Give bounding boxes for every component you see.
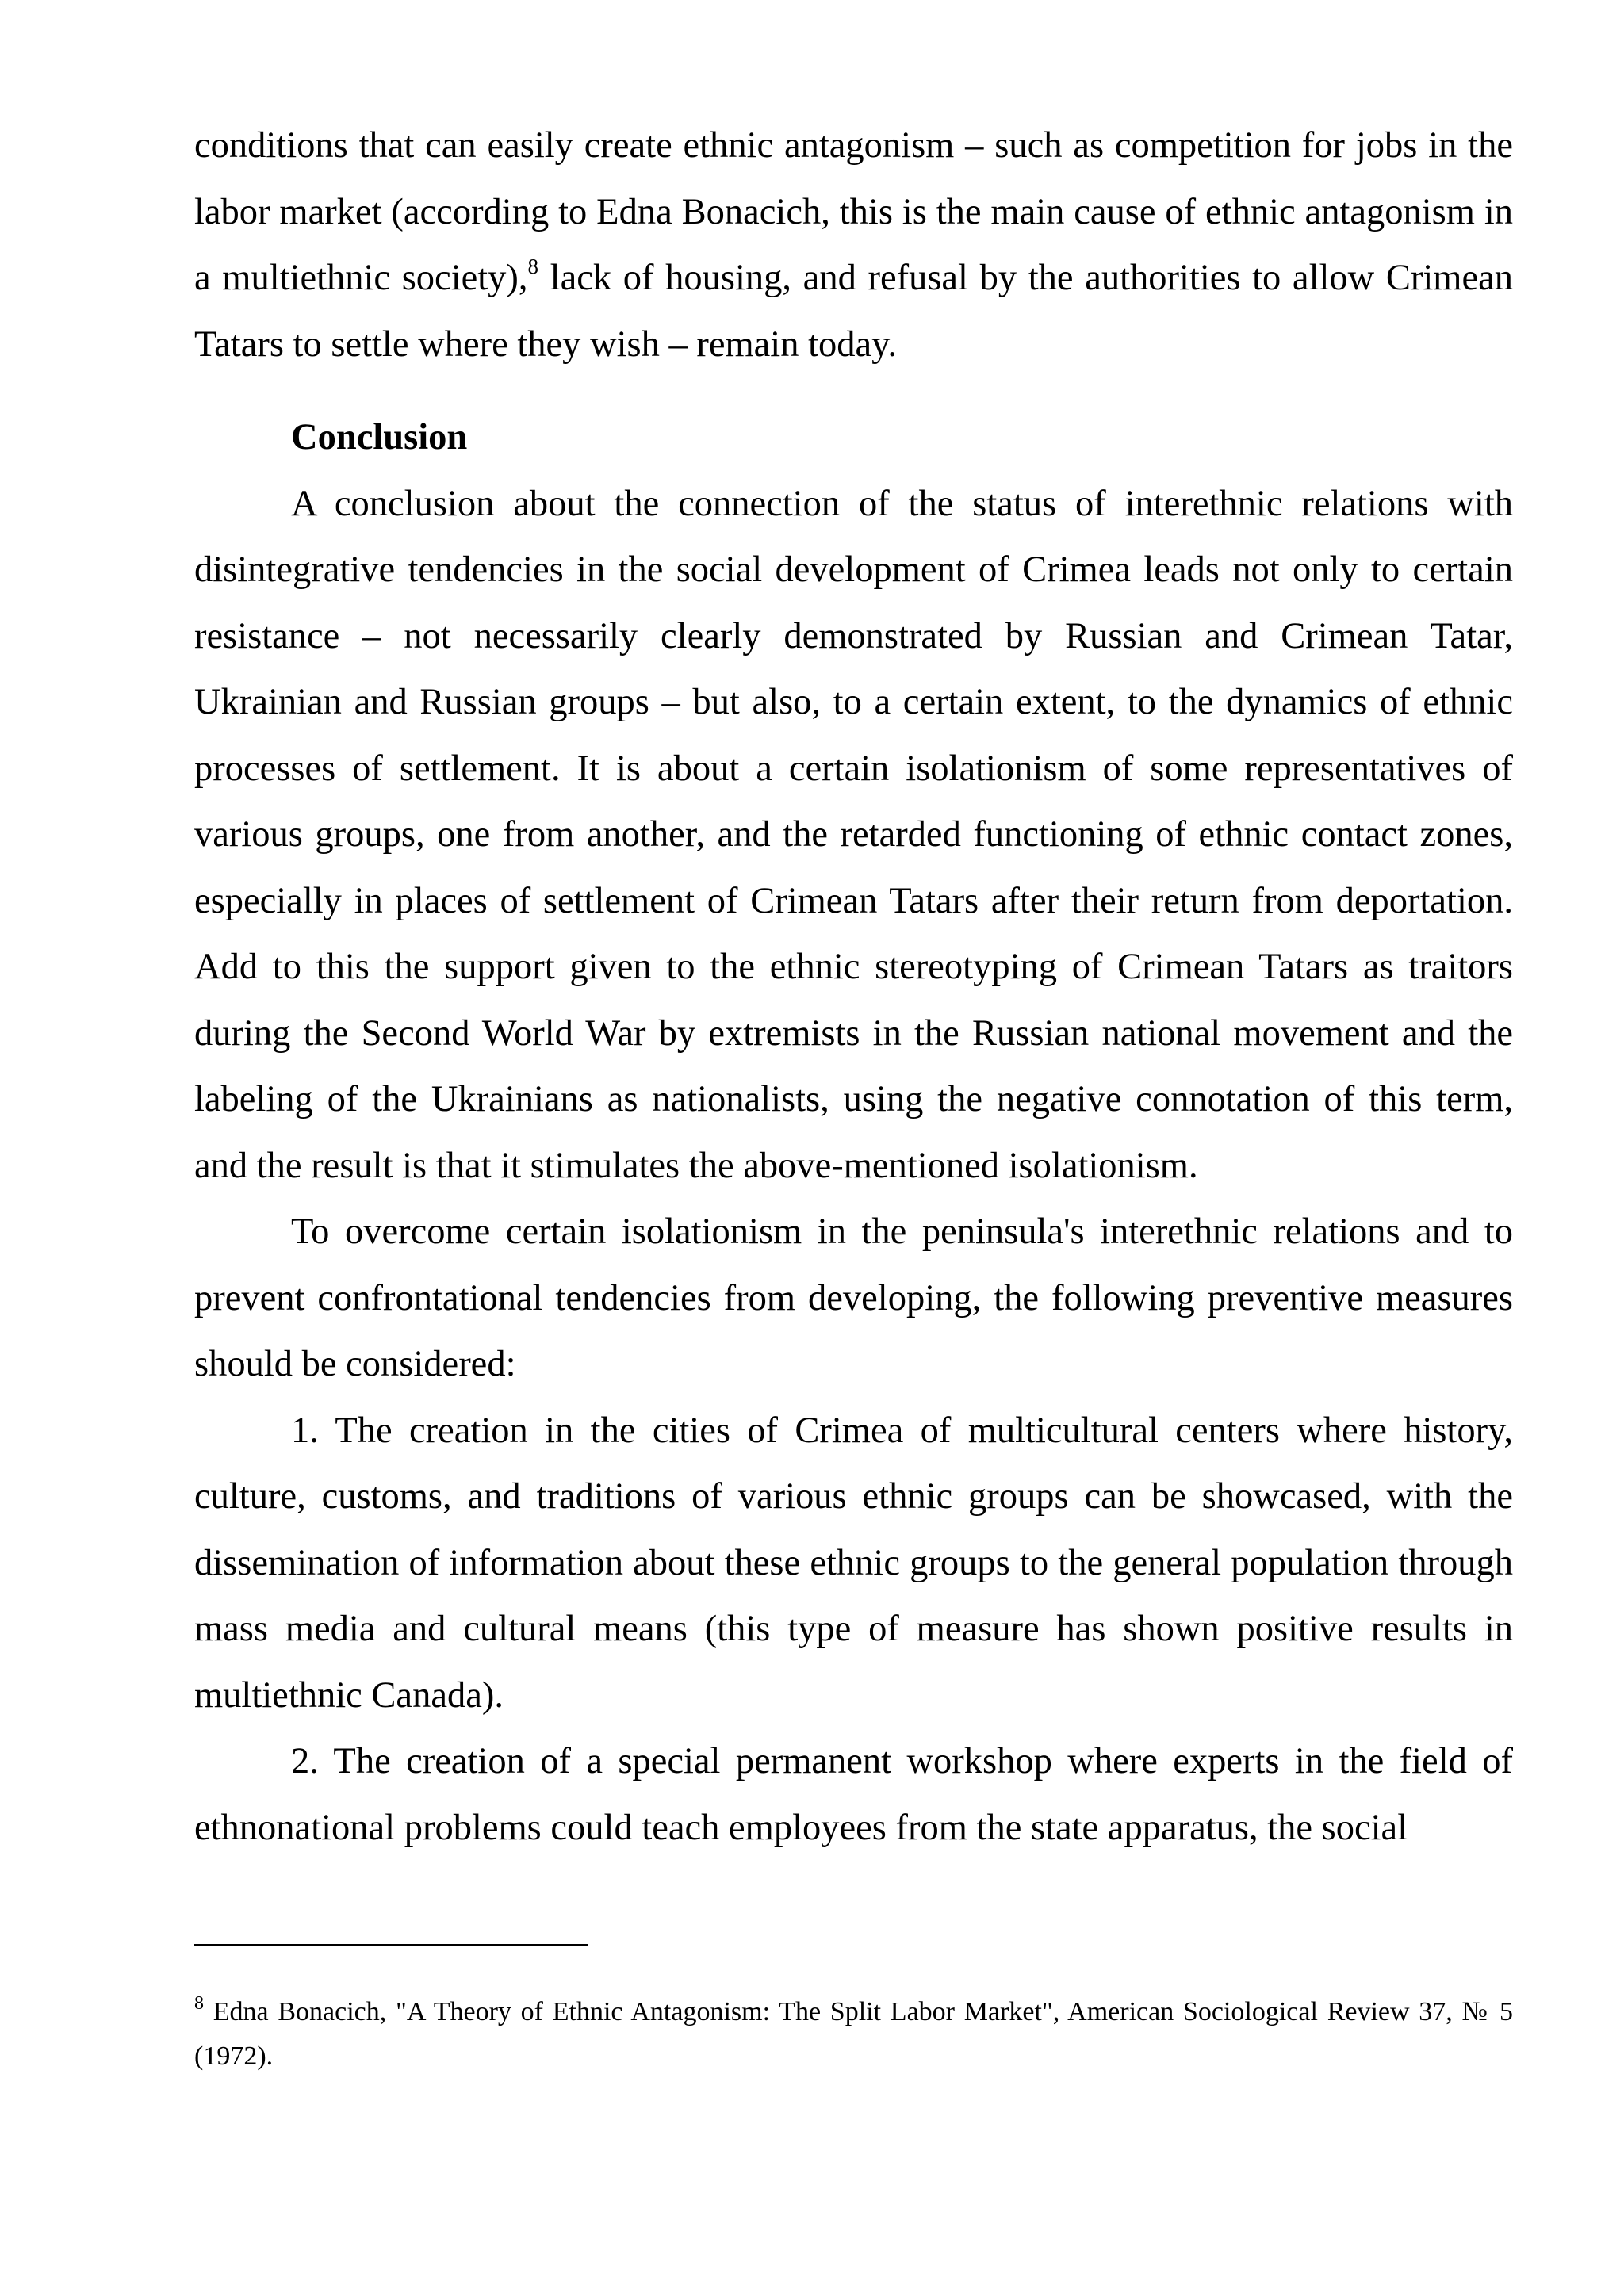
footnote-entry [194,1990,1513,2079]
footnote-text: Edna Bonacich, "A Theory of Ethnic Antagonism: The Split Labor Market", American Sociological Review 37, № 5 (1972). [194,1997,1514,2071]
body-text [194,113,1513,1861]
footnote [194,1990,1513,2079]
list-item-paragraph: 2. The creation of a special permanent workshop where experts in the field of ethnonational problems could teach employees from the state apparatus, the social [194,1741,1513,1848]
footnote-reference[interactable]: 8 [527,254,539,278]
footnote-separator [194,1944,588,1946]
footnote-number: 8 [194,1993,204,2014]
paragraph-continuation [194,113,1513,377]
list-item-paragraph: 1. The creation in the cities of Crimea of multicultural centers where history, culture, customs, and traditions of various ethnic groups can be showcased, with the dissemination of information about these ethnic groups to the general population through mass media and cultural means (this type of measure has shown positive results in multiethnic Canada). [194,1410,1513,1716]
paragraph: To overcome certain isolationism in the peninsula's interethnic relations and to prevent confrontational tendencies from developing, the following preventive measures should be considered: [194,1211,1513,1384]
paragraph: A conclusion about the connection of the status of interethnic relations with disintegrative tendencies in the social development of Crimea leads not only to certain resistance – not necessarily clearly demonstrated by Russian and Crimean Tatar, Ukrainian and Russian groups – but also, to a certain extent, to the dynamics of ethnic processes of settlement. It is about a certain isolationism of some representatives of various groups, one from another, and the retarded functioning of ethnic contact zones, especially in places of settlement of Crimean Tatars after their return from deportation. Add to this the support given to the ethnic stereotyping of Crimean Tatars as traitors during the Second World War by extremists in the Russian national movement and the labeling of the Ukrainians as nationalists, using the negative connotation of this term, and the result is that it stimulates the above-mentioned isolationism. [194,483,1513,1186]
paragraph-text: conditions that can easily create ethnic antagonism – such as competition for jobs in the labor market (according to Edna Bonacich, this is the main cause of ethnic antagonism in a multiethnic society), [194,125,1513,298]
paragraph-text: lack of housing, and refusal by the authorities to allow Crimean Tatars to settle where they wish – remain today. [194,258,1513,365]
section-heading: Conclusion [291,417,468,457]
